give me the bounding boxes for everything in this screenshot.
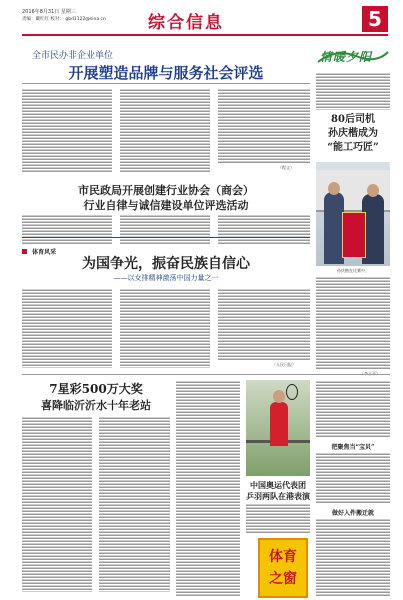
lottery-body-col1: [22, 416, 92, 592]
right-headline-line2: 孙庆楷成为: [328, 128, 378, 139]
right-top-body: [316, 72, 390, 110]
right-photo-caption: 孙庆楷在比赛中。: [337, 268, 369, 273]
sport-window-line2: 之窗: [269, 571, 297, 587]
photo-person-right-head: [367, 184, 379, 197]
badminton-photo: [246, 380, 310, 476]
lead-kicker: 全市民办非企业单位: [32, 51, 114, 61]
right-lower-body-b: [316, 452, 390, 504]
badminton-headline-line2: 乒羽两队在港表演: [246, 491, 310, 501]
badminton-player-body: [270, 402, 288, 446]
second-body-col1: [22, 214, 112, 244]
sports-credit: （人民日报）: [272, 362, 296, 367]
sports-body-col1: [22, 288, 112, 368]
second-story: [22, 180, 310, 232]
sports-label-text: 体育风采: [32, 249, 57, 256]
right-subhead-2: 做好入件搬迁就: [331, 510, 374, 517]
lead-body-col3: [218, 88, 310, 164]
badminton-headline-line1: 中国奥运代表团: [250, 480, 306, 490]
photo-person-left: [324, 192, 344, 264]
lower-divider: [22, 374, 390, 375]
right-story-photo: [316, 162, 390, 266]
lottery-story: [22, 378, 170, 596]
lead-headline: 开展塑造品牌与服务社会评选: [68, 64, 264, 82]
right-lower-body-c: [316, 518, 390, 596]
badminton-player-head: [273, 390, 285, 403]
lottery-body-col2: [99, 416, 170, 592]
second-headline-line1: 市民政局开展创建行业协会（商会）: [78, 184, 254, 197]
right-story-headline: [316, 113, 390, 155]
lead-body-col1: [22, 88, 112, 172]
right-subhead-1: 把聚焦当“宝贝”: [331, 444, 375, 451]
lead-body-col2: [120, 88, 210, 172]
section-title: 综合信息: [148, 13, 224, 33]
right-headline-line3: “能工巧匠”: [327, 142, 379, 153]
lottery-headline-line1: 7星彩500万大奖: [49, 382, 143, 396]
badminton-racket: [286, 384, 298, 400]
masthead: [0, 0, 403, 40]
lead-credit: （程文）: [278, 165, 294, 170]
masthead-date-line: 2016年8月31日 星期三: [22, 9, 76, 15]
page-number: 5: [368, 7, 382, 31]
sports-body-col2: [120, 288, 210, 368]
sports-label-marker: [22, 249, 27, 254]
column-badge: [316, 46, 390, 68]
second-body-col2: [120, 214, 210, 244]
page-number-box: [362, 6, 388, 32]
lottery-headline-line2: 喜降临沂沂水十年老站: [41, 399, 151, 412]
sport-window-badge: [258, 538, 308, 598]
right-lower-body-a: [316, 380, 390, 438]
column-badge-title: 情暖夕阳: [320, 50, 373, 64]
sports-body-col3: [218, 288, 310, 360]
second-body-col3: [218, 214, 310, 244]
sport-window-line1: 体育: [269, 549, 297, 565]
right-story-body: [316, 276, 390, 370]
second-headline-line2: 行业自律与诚信建设单位评选活动: [83, 199, 249, 212]
middle-lower-body: [176, 380, 240, 596]
photo-person-left-head: [328, 182, 340, 195]
sports-subhead: ——以女排精神激荡中国力量之一: [113, 274, 219, 282]
sports-top-rule: [22, 237, 310, 238]
masthead-editor-line: 责编：戴红红 校对： gbd1122@sina.cn: [22, 17, 106, 22]
photo-banner: [342, 212, 366, 258]
lead-divider: [22, 83, 310, 84]
masthead-rule: [22, 34, 388, 36]
right-headline-line1: 80后司机: [331, 114, 375, 125]
lead-story: [22, 48, 310, 176]
badminton-body: [246, 503, 310, 533]
sports-headline: 为国争光，振奋民族自信心: [82, 256, 250, 272]
